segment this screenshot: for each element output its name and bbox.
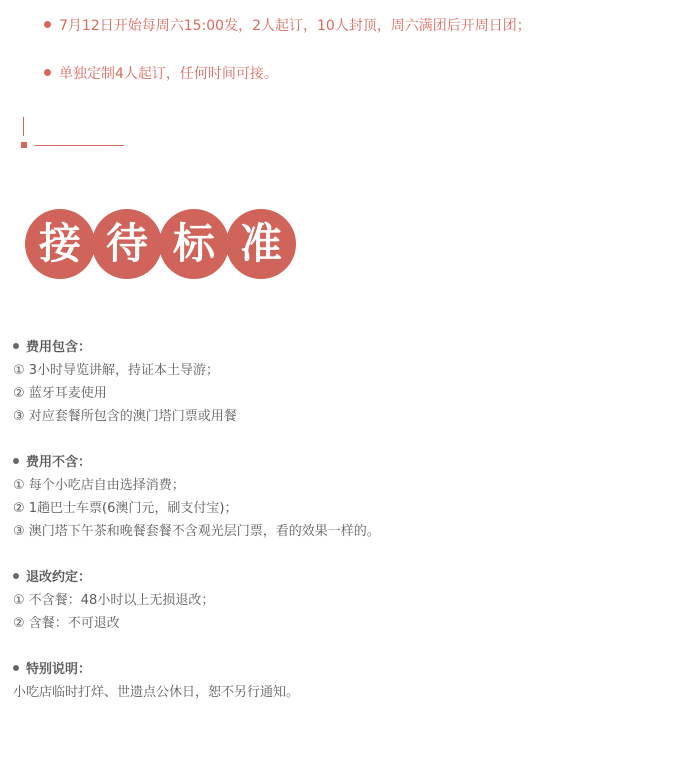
- divider-horizontal-line: [35, 145, 124, 146]
- heading-char-circle: 待: [92, 209, 162, 279]
- list-item: ② 蓝牙耳麦使用: [13, 386, 107, 401]
- heading-char-circle: 接: [25, 209, 95, 279]
- fee-included-section: [13, 337, 237, 428]
- custom-text: 单独定制4人起订，任何时间可接。: [59, 66, 278, 82]
- section-title: 特别说明：: [13, 659, 299, 681]
- section-title: 退改约定：: [13, 567, 214, 589]
- bullet-dot-icon: [13, 573, 19, 579]
- custom-bullet: [44, 64, 278, 84]
- fee-excluded-section: [13, 452, 380, 543]
- section-title: 费用包含：: [13, 337, 237, 359]
- refund-policy-section: [13, 567, 214, 635]
- special-note-section: [13, 659, 299, 704]
- list-item: ① 3小时导览讲解，持证本土导游；: [13, 363, 220, 378]
- divider-vertical-line: [23, 117, 24, 136]
- list-item: ③ 澳门塔下午茶和晚餐套餐不含观光层门票，看的效果一样的。: [13, 524, 380, 539]
- heading-char-circle: 标: [159, 209, 229, 279]
- list-item: 小吃店临时打烊、世遗点公休日，恕不另行通知。: [13, 685, 300, 700]
- list-item: ① 每个小吃店自由选择消费；: [13, 478, 185, 493]
- schedule-text: 7月12日开始每周六15:00发，2人起订，10人封顶，周六满团后开周日团；: [59, 18, 531, 34]
- section-title: 费用不含：: [13, 452, 380, 474]
- divider-square-icon: [21, 142, 27, 148]
- bullet-dot-icon: [44, 69, 51, 76]
- list-item: ③ 对应套餐所包含的澳门塔门票或用餐: [13, 409, 237, 424]
- list-item: ② 1趟巴士车票(6澳门元，刷支付宝)；: [13, 501, 238, 516]
- heading-char-circle: 准: [226, 209, 296, 279]
- schedule-bullet: [44, 16, 531, 36]
- bullet-dot-icon: [13, 665, 19, 671]
- bullet-dot-icon: [13, 343, 19, 349]
- list-item: ② 含餐：不可退改: [13, 616, 120, 631]
- bullet-dot-icon: [44, 21, 51, 28]
- reception-standard-heading: [25, 209, 293, 279]
- bullet-dot-icon: [13, 458, 19, 464]
- list-item: ① 不含餐：48小时以上无损退改；: [13, 593, 215, 608]
